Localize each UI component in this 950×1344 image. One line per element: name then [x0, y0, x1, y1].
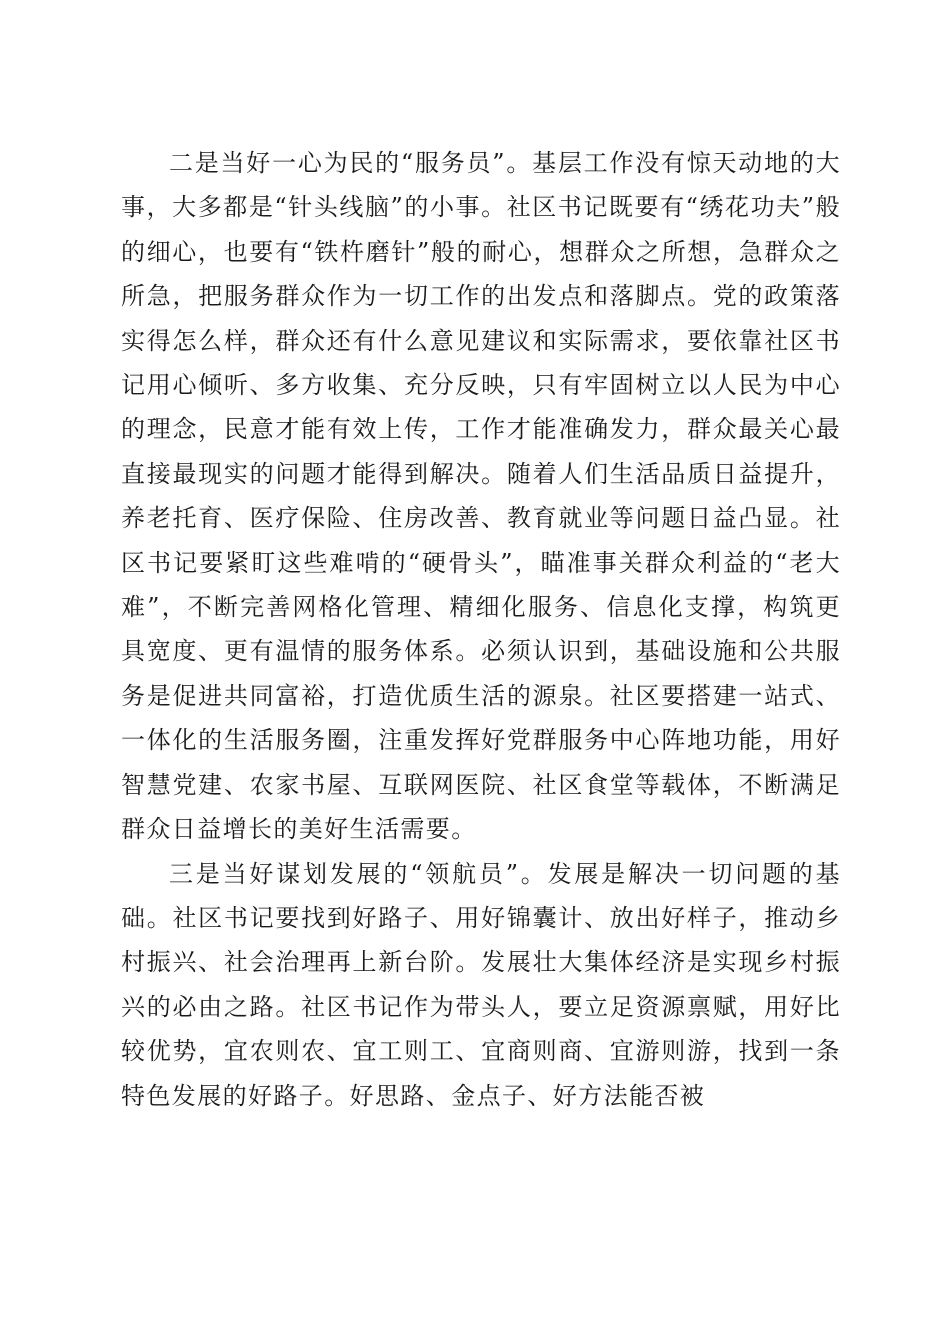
paragraph-text: 基层工作没有惊天动地的大事，大多都是“针头线脑”的小事。社区书记既要有“绣花功夫”般的细心，也要有“铁杵磨针”般的耐心，想群众之所想，急群众之所急，把服务群众作为一切工作的出发点和落脚点。党的政策落实得怎么样，群众还有什么意见建议和实际需求，要依靠社区书记用心倾听、多方收集、充分反映，只有牢固树立以人民为中心的理念，民意才能有效上传，工作才能准确发力，群众最关心最直接最现实的问题才能得到解决。随着人们生活品质日益提升，养老托育、医疗保险、住房改善、教育就业等问题日益凸显。社区书记要紧盯这些难啃的“硬骨头”，瞄准事关群众利益的“老大难”，不断完善网格化管理、精细化服务、信息化支撑，构筑更具宽度、更有温情的服务体系。必须认识到，基础设施和公共服务是促进共同富裕，打造优质生活的源泉。社区要搭建一站式、一体化的生活服务圈，注重发挥好党群服务中心阵地功能，用好智慧党建、农家书屋、互联网医院、社区食堂等载体，不断满足群众日益增长的美好生活需要。	[121, 149, 841, 844]
paragraph-development	[121, 852, 841, 1118]
paragraph-service	[121, 141, 841, 852]
paragraph-lead: 三是当好谋划发展的“领航员”。	[169, 859, 548, 888]
document-body	[121, 141, 841, 1118]
paragraph-lead: 二是当好一心为民的“服务员”。	[169, 149, 533, 177]
paragraph-text: 发展是解决一切问题的基础。社区书记要找到好路子、用好锦囊计、放出好样子，推动乡村振兴、社会治理再上新台阶。发展壮大集体经济是实现乡村振兴的必由之路。社区书记作为带头人，要立足资源禀赋，用好比较优势，宜农则农、宜工则工、宜商则商、宜游则游，找到一条特色发展的好路子。好思路、金点子、好方法能否被	[121, 859, 841, 1110]
